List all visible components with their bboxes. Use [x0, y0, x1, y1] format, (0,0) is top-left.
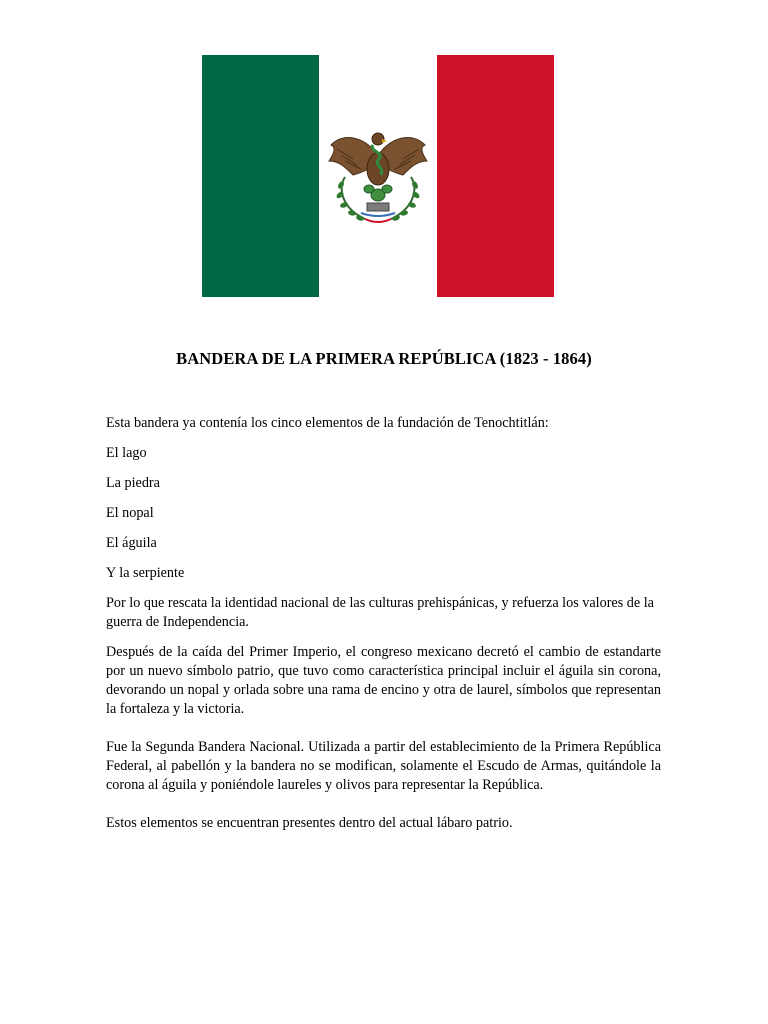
body-paragraph: Después de la caída del Primer Imperio, el congreso mexicano decretó el cambio de estandarte por un nuevo símbolo patrio, que tuvo como característica principal incluir el águila sin corona, devorando un nopal y orlada sobre una rama de encino y otra de laurel, símbolos que representan la fortaleza y la victoria.: [106, 644, 661, 717]
body-paragraph: Fue la Segunda Bandera Nacional. Utilizada a partir del establecimiento de la Primera República Federal, al pabellón y la bandera no se modifican, solamente el Escudo de Armas, quitándole la corona al águila y poniéndole laureles y olivos para representar la República.: [106, 739, 661, 793]
body-paragraph: Por lo que rescata la identidad nacional de las culturas prehispánicas, y refuerza los valores de la guerra de Independencia.: [106, 595, 654, 630]
body-paragraph: Estos elementos se encuentran presentes dentro del actual lábaro patrio.: [106, 815, 513, 831]
page-title: BANDERA DE LA PRIMERA REPÚBLICA (1823 - 1864): [176, 349, 592, 368]
eagle-coat-of-arms-icon: [323, 125, 433, 227]
intro-paragraph: Esta bandera ya contenía los cinco elementos de la fundación de Tenochtitlán:: [106, 415, 549, 431]
element-item: El nopal: [106, 505, 154, 521]
flag-red-stripe: [437, 55, 554, 297]
flag-white-stripe: [319, 55, 437, 297]
element-item: El lago: [106, 445, 147, 461]
element-item: Y la serpiente: [106, 565, 185, 581]
document-body: [106, 414, 661, 833]
element-item: La piedra: [106, 475, 160, 491]
flag-green-stripe: [202, 55, 319, 297]
mexican-flag-image: [202, 55, 554, 297]
element-item: El águila: [106, 535, 157, 551]
